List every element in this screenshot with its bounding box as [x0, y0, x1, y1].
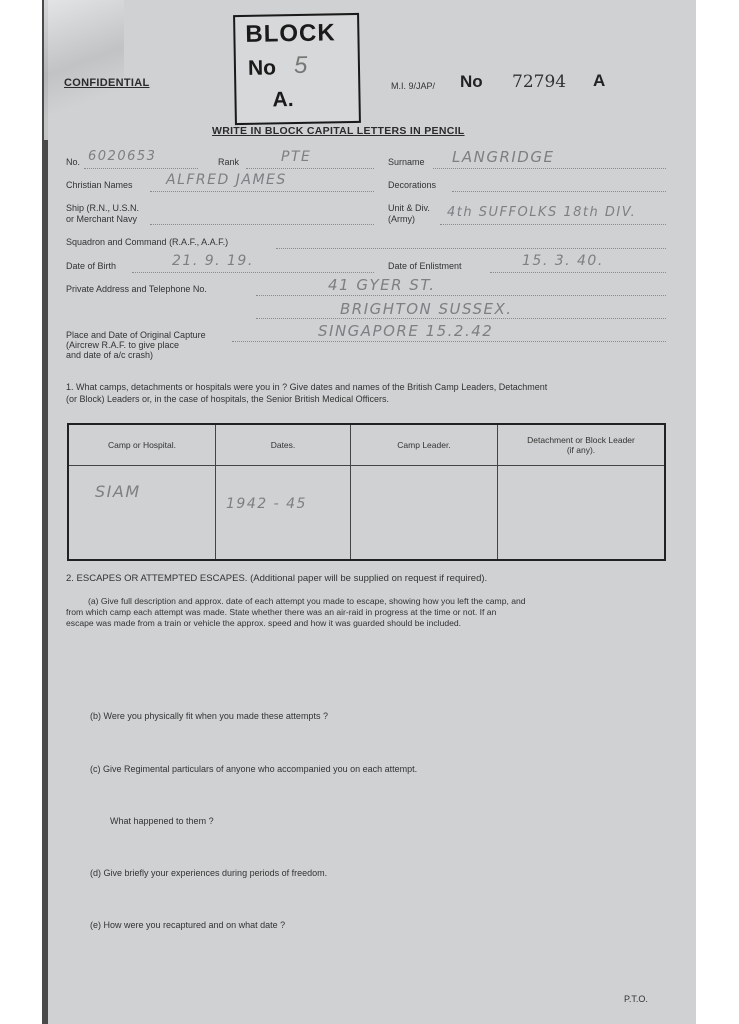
capture-value: SINGAPORE 15.2.42 — [318, 322, 494, 340]
unit-value: 4th SUFFOLKS 18th DIV. — [447, 205, 637, 220]
section1-question-line2: (or Block) Leaders or, in the case of hospitals, the Senior British Medical Officers. — [66, 394, 389, 404]
question-a-line1: (a) Give full description and approx. date of each attempt you made to escape, showing how you left the camp, and — [88, 596, 526, 606]
squadron-label: Squadron and Command (R.A.F., A.A.F.) — [66, 237, 229, 247]
christian-names-value: ALFRED JAMES — [166, 172, 287, 188]
cell-detachment — [498, 466, 666, 561]
cell-camp-leader — [351, 466, 498, 561]
ship-label-line2: or Merchant Navy — [66, 214, 138, 224]
confidential-label: CONFIDENTIAL — [64, 77, 150, 89]
capture-label-line3: and date of a/c crash) — [66, 350, 154, 360]
ship-label-line1: Ship (R.N., U.S.N. — [66, 203, 140, 213]
address-line2: BRIGHTON SUSSEX. — [340, 300, 513, 318]
section2-title: 2. ESCAPES OR ATTEMPTED ESCAPES. (Additional paper will be supplied on request if required). — [66, 573, 488, 584]
header-dates: Dates. — [216, 424, 351, 466]
section1-question — [66, 381, 547, 405]
section2-question-e: (e) How were you recaptured and on what date ? — [90, 920, 286, 930]
dob-value: 21. 9. 19. — [172, 253, 254, 269]
form-ref: M.I. 9/JAP/ — [391, 81, 436, 91]
header-camp-leader: Camp Leader. — [351, 424, 498, 466]
rank-label: Rank — [218, 157, 240, 167]
form-number: 72794 — [512, 72, 567, 92]
stamp-a-text: A. — [272, 88, 294, 112]
section2-question-d: (d) Give briefly your experiences during periods of freedom. — [90, 868, 328, 878]
stamp-number: 5 — [293, 51, 308, 80]
section2-question-b: (b) Were you physically fit when you made these attempts ? — [90, 711, 328, 721]
form-suffix: A — [593, 71, 606, 90]
block-stamp — [233, 13, 361, 125]
capture-label — [66, 330, 206, 360]
unit-label — [388, 203, 430, 225]
christian-names-label: Christian Names — [66, 180, 133, 190]
form-no-label: No — [460, 72, 483, 91]
header-detachment: Detachment or Block Leader (if any). — [498, 424, 666, 466]
instruction: WRITE IN BLOCK CAPITAL LETTERS IN PENCIL — [212, 125, 465, 137]
section1-question-line1: 1. What camps, detachments or hospitals were you in ? Give dates and names of the British Camp Leaders, Detachment — [66, 382, 548, 392]
camps-table — [67, 423, 666, 561]
stamp-block-text: BLOCK — [245, 19, 336, 48]
enlistment-label: Date of Enlistment — [388, 261, 462, 271]
section2-question-c2: What happened to them ? — [110, 816, 214, 826]
decorations-label: Decorations — [388, 180, 437, 190]
header-camp: Camp or Hospital. — [68, 424, 216, 466]
question-a-line3: escape was made from a train or vehicle the approx. speed and how it was guarded should be included. — [66, 618, 462, 628]
no-value: 6020653 — [88, 149, 157, 164]
dob-label: Date of Birth — [66, 261, 117, 271]
capture-label-line2: (Aircrew R.A.F. to give place — [66, 340, 180, 350]
surname-label: Surname — [388, 157, 425, 167]
question-a-line2: from which camp each attempt was made. State whether there was an air-raid in progress at the time or not. If an — [66, 607, 497, 617]
ship-label — [66, 203, 139, 225]
cell-camp: SIAM — [95, 482, 141, 501]
table-row — [68, 466, 665, 561]
address-label: Private Address and Telephone No. — [66, 284, 207, 294]
camps-table-header — [68, 424, 665, 466]
section2-question-c: (c) Give Regimental particulars of anyone who accompanied you on each attempt. — [90, 764, 418, 774]
capture-label-line1: Place and Date of Original Capture — [66, 330, 206, 340]
unit-label-line1: Unit & Div. — [388, 203, 430, 213]
page-edge — [42, 0, 48, 1024]
folded-corner — [44, 0, 124, 140]
address-line1: 41 GYER ST. — [328, 276, 436, 294]
pto-label: P.T.O. — [624, 994, 648, 1004]
rank-value: PTE — [281, 149, 312, 165]
surname-value: LANGRIDGE — [452, 148, 555, 166]
no-label: No. — [66, 157, 81, 167]
unit-label-line2: (Army) — [388, 214, 415, 224]
enlistment-value: 15. 3. 40. — [522, 253, 604, 269]
section2-question-a — [66, 596, 526, 629]
stamp-no-text: No — [247, 56, 277, 80]
cell-dates: 1942 - 45 — [226, 496, 307, 512]
